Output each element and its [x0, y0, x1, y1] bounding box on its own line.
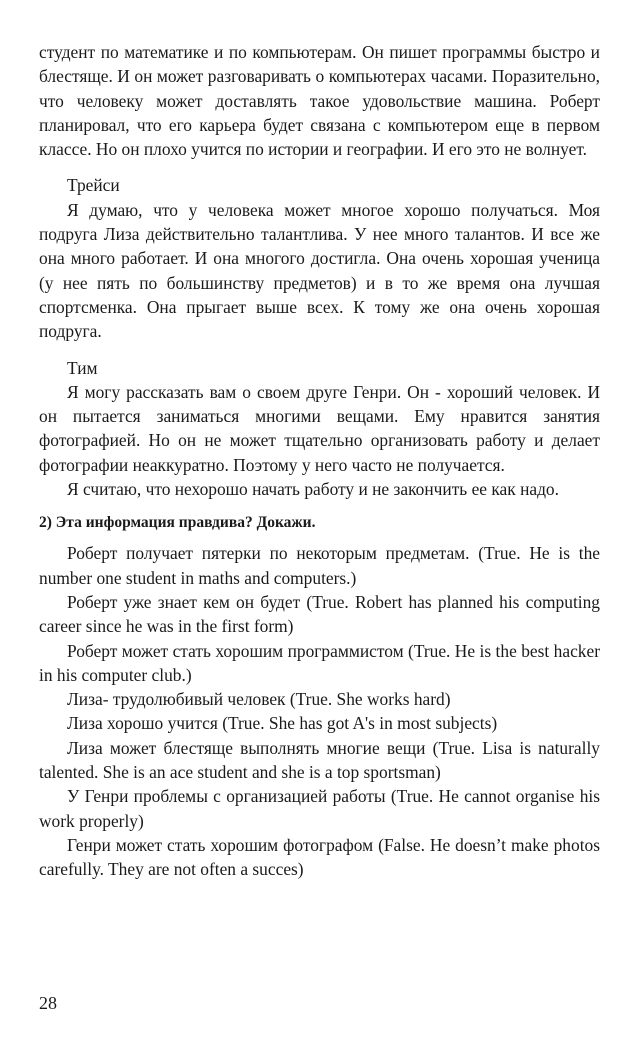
speaker-tracy: Трейси	[67, 175, 120, 196]
page-number: 28	[39, 993, 57, 1013]
answer-item: Роберт получает пятерки по некоторым предметам. (True. He is the number one student in maths and computers.)	[39, 543, 600, 588]
answer-item: Лиза- трудолюбивый человек (True. She works hard)	[67, 689, 451, 710]
section-title: 2) Эта информация правдива? Докажи.	[39, 514, 316, 532]
paragraph-tracy: Я думаю, что у человека может многое хорошо получаться. Моя подруга Лиза действительно талантлива. У нее много талантов. И все же она много работает. И она многого достигла. Она очень хорошая ученица (у нее пять по большинству предметов) и в то же время она лучшая спортсменка. Она прыгает выше всех. К тому же она очень хорошая подруга.	[39, 199, 600, 342]
speaker-tim: Тим	[67, 357, 98, 378]
paragraph-tim-1: Я могу рассказать вам о своем друге Генри. Он - хороший человек. И он пытается заниматься многими вещами. Ему нравится занятия фотографией. Но он не может тщательно организовать работу и делает фотографии неаккуратно. Поэтому у него часто не получается.	[39, 381, 600, 475]
paragraph-robert: студент по математике и по компьютерам. Он пишет программы быстро и блестяще. И он может разговаривать о компьютерах часами. Поразительно, что человеку может доставлять такое удовольствие машина. Роберт планировал, что его карьера будет связана с компьютером еще в первом классе. Но он плохо учится по истории и географии. И его это не волнует.	[39, 42, 600, 160]
answer-item: Лиза хорошо учится (True. She has got A's in most subjects)	[67, 713, 498, 734]
answer-item: Лиза может блестяще выполнять многие вещи (True. Lisa is naturally talented. She is an ace student and she is a top sportsman)	[39, 737, 600, 783]
paragraph-tim-2: Я считаю, что нехорошо начать работу и не закончить ее как надо.	[67, 479, 559, 500]
answer-item: Роберт может стать хорошим программистом (True. He is the best hacker in his computer club.)	[39, 640, 600, 685]
answer-item: У Генри проблемы с организацией работы (True. He cannot organise his work properly)	[39, 786, 600, 831]
answer-item: Генри может стать хорошим фотографом (False. He doesn’t make photos carefully. They are not often a succes)	[39, 834, 600, 880]
page-body	[39, 40, 600, 882]
answer-item: Роберт уже знает кем он будет (True. Robert has planned his computing career since he was in the first form)	[39, 591, 600, 637]
